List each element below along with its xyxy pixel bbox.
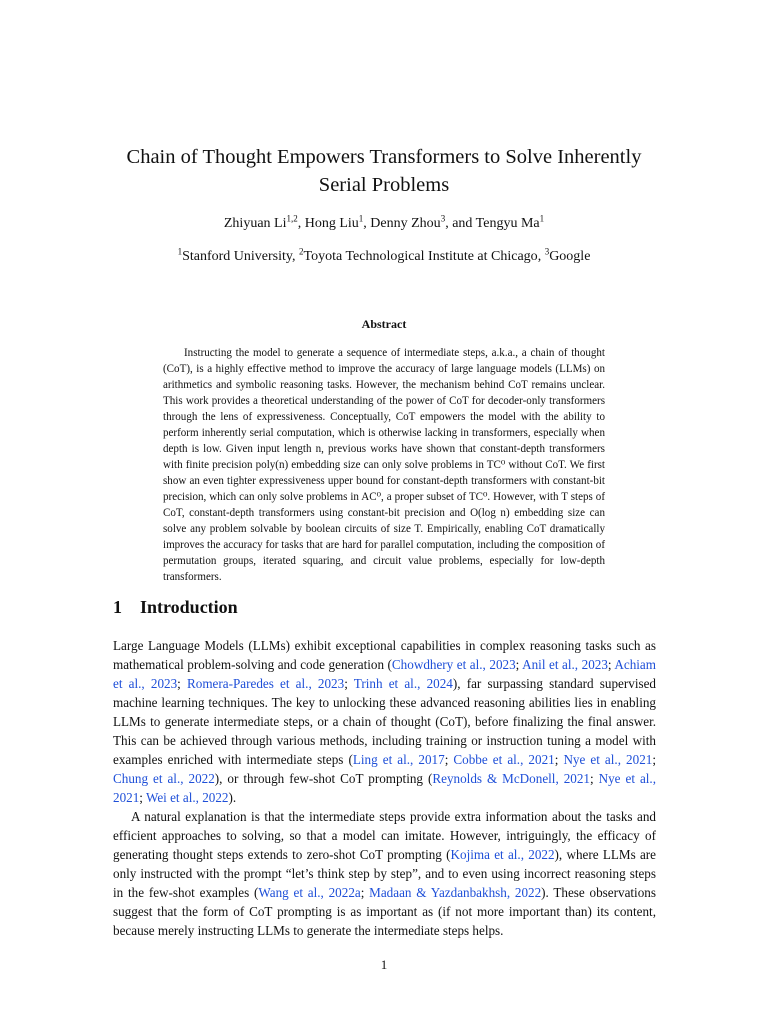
- citation-link[interactable]: Cobbe et al., 2021: [453, 752, 555, 767]
- abstract-heading: Abstract: [361, 317, 407, 331]
- citation-link[interactable]: Nye et al., 2021: [563, 752, 653, 767]
- affiliation-name: Google: [549, 249, 591, 264]
- citation-link[interactable]: Chowdhery et al., 2023: [391, 657, 516, 672]
- author-name: Zhiyuan Li: [223, 216, 287, 231]
- author-affiliation-mark: 1: [539, 213, 545, 224]
- section-title: Introduction: [140, 597, 238, 617]
- author-name: Denny Zhou: [370, 216, 441, 231]
- citation-link[interactable]: Anil et al., 2023: [522, 657, 608, 672]
- citation-link[interactable]: Wang et al., 2022a: [258, 885, 361, 900]
- author-affiliation-mark: 1,2: [286, 213, 298, 224]
- affiliation-name: Toyota Technological Institute at Chicago: [303, 249, 538, 264]
- affiliation-mark: 2: [299, 246, 304, 257]
- affiliation-name: Stanford University: [182, 249, 293, 264]
- intro-paragraph-1: Large Language Models (LLMs) exhibit exceptional capabilities in complex reasoning tasks such as mathematical problem-solving and code generation (Chowdhery et al., 2023; Anil et al., 2023; Achiam et al., 2023; Romera-Paredes et al., 2023; Trinh et al., 2024), far surpassing standard supervised machine learning techniques. The key to unlocking these advanced reasoning abilities lies in enabling LLMs to generate intermediate steps, or a chain of thought (CoT), before finalizing the final answer. This can be achieved through various methods, including training or instruction tuning a model with examples enriched with intermediate steps (Ling et al., 2017; Cobbe et al., 2021; Nye et al., 2021; Chung et al., 2022), or through few-shot CoT prompting (Reynolds & McDonell, 2021; Nye et al., 2021; Wei et al., 2022).: [113, 638, 657, 805]
- citation-link[interactable]: Romera-Paredes et al., 2023: [187, 676, 345, 691]
- author-name: Hong Liu: [304, 216, 359, 231]
- citation-link[interactable]: Kojima et al., 2022: [450, 847, 555, 862]
- citation-link[interactable]: Trinh et al., 2024: [353, 676, 453, 691]
- abstract-text: Instructing the model to generate a sequence of intermediate steps, a.k.a., a chain of thought (CoT), is a highly effective method to improve the accuracy of large language models (LLMs) on arithmetics and symbolic reasoning tasks. However, the mechanism behind CoT remains unclear. This work provides a theoretical understanding of the power of CoT for decoder-only transformers through the lens of expressiveness. Conceptually, CoT empowers the model with the ability to perform inherently serial computation, which is otherwise lacking in transformers, especially when depth is low. Given input length n, previous works have shown that constant-depth transformers with finite precision poly(n) embedding size can only solve problems in TC⁰ without CoT. We first show an even tighter expressiveness upper bound for constant-depth transformers with constant-bit precision, which can only solve problems in AC⁰, a proper subset of TC⁰. However, with T steps of CoT, constant-depth transformers using constant-bit precision and O(log n) embedding size can solve any problem solvable by boolean circuits of size T. Empirically, enabling CoT dramatically improves the accuracy for tasks that are hard for parallel computation, including the composition of permutation groups, iterated squaring, and circuit value problems, especially for low-depth transformers.: [163, 347, 605, 583]
- affiliation-mark: 3: [544, 246, 550, 257]
- citation-link[interactable]: Madaan & Yazdanbakhsh, 2022: [369, 885, 542, 900]
- citation-link[interactable]: Achiam et al., 2023: [113, 657, 656, 691]
- intro-paragraph-2: A natural explanation is that the intermediate steps provide extra information about the tasks and efficient approaches to solving, so that a model can imitate. However, intriguingly, the efficacy of generating thought steps extends to zero-shot CoT prompting (Kojima et al., 2022), where LLMs are only instructed with the prompt “let’s think step by step”, and to even using incorrect reasoning steps in the few-shot examples (Wang et al., 2022a; Madaan & Yazdanbakhsh, 2022). These observations suggest that the form of CoT prompting is as important as (if not more important than) its content, because merely instructing LLMs to generate the intermediate steps helps.: [113, 809, 656, 938]
- paper-title-line-1: Chain of Thought Empowers Transformers to Solve Inherently: [126, 146, 642, 168]
- section-body: [113, 636, 656, 940]
- affiliation-list: $^1$Stanford University, $^2$Toyota Technological Institute at Chicago, $^3$Google: [177, 246, 591, 264]
- author-list: Zhiyuan Li$^{1,2}$, Hong Liu$^1$, Denny Zhou$^3$, and Tengyu Ma$^1$: [223, 213, 545, 231]
- author-affiliation-mark: 3: [440, 213, 446, 224]
- section-heading: [113, 597, 238, 618]
- section-number: 1: [113, 597, 122, 617]
- affiliation-mark: 1: [177, 246, 183, 257]
- paper-title: [100, 143, 668, 199]
- page-number: 1: [380, 957, 388, 972]
- paper-title-line-2: Serial Problems: [318, 174, 450, 196]
- citation-link[interactable]: Chung et al., 2022: [113, 771, 215, 786]
- citation-link[interactable]: Nye et al., 2021: [113, 771, 656, 805]
- citation-link[interactable]: Wei et al., 2022: [145, 790, 229, 805]
- citation-link[interactable]: Ling et al., 2017: [352, 752, 445, 767]
- citation-link[interactable]: Reynolds & McDonell, 2021: [432, 771, 590, 786]
- author-affiliation-mark: 1: [358, 213, 364, 224]
- author-name: Tengyu Ma: [475, 216, 540, 231]
